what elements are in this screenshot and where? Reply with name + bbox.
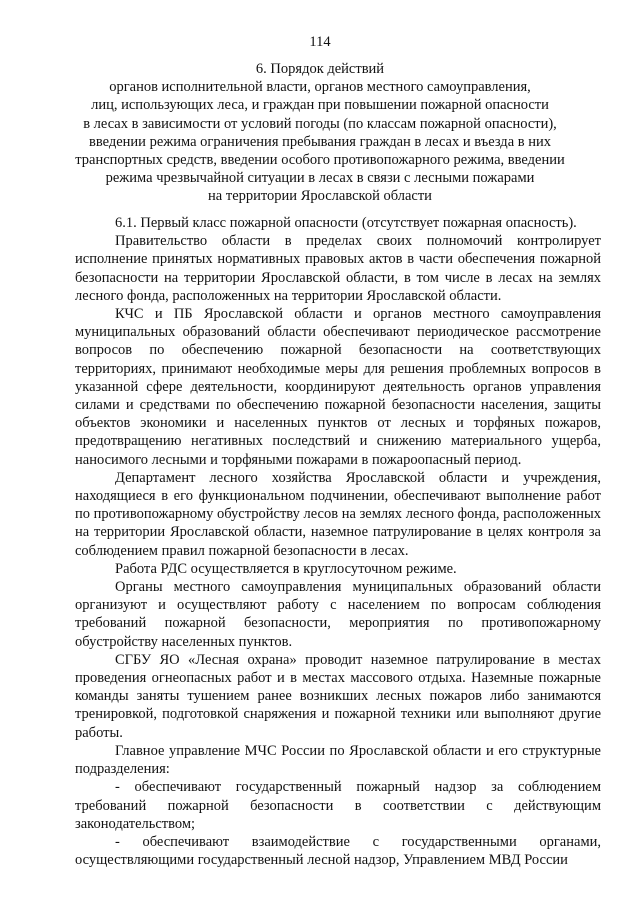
heading-line: транспортных средств, введении особого противопожарного режима, введении [75,152,565,169]
paragraph-kchs: КЧС и ПБ Ярославской области и органов местного самоуправления муниципальных образований области обеспечивают периодическое рассмотрение вопросов по обеспечению пожарной безопасности на соответствующих территориях, принимают необходимые меры для решения проблемных вопросов в указанной сфере деятельности, координируют деятельность органов управления силами и средствами по обеспечению пожарной безопасности населения, защиты объектов экономики и населенных пунктов от лесных и торфяных пожаров, предотвращению негативных последствий и снижению материального ущерба, наносимого лесными и торфяными пожарами в пожароопасный период. [75,306,601,468]
paragraph-rds: Работа РДС осуществляется в круглосуточном режиме. [115,560,457,577]
heading-line: 6. Порядок действий [255,61,385,77]
paragraph-mchs: Главное управление МЧС России по Ярославской области и его структурные подразделения: [75,742,601,778]
paragraph-first-class: 6.1. Первый класс пожарной опасности (отсутствует пожарная опасность). [115,215,577,231]
heading-line: на территории Ярославской области [208,188,432,205]
list-item-fire-supervision: - обеспечивают государственный пожарный надзор за соблюдением требований пожарной безопасности в соответствии с действующим законодательством; [75,779,601,832]
heading-line: введении режима ограничения пребывания граждан в лесах и въезда в них [89,133,551,150]
heading-line: в лесах в зависимости от условий погоды (по классам пожарной опасности), [83,115,557,132]
document-body [75,214,601,869]
paragraph-local-government: Органы местного самоуправления муниципальных образований области организуют и осуществляют работу с населением по вопросам соблюдения требований пожарной безопасности, мероприятия по противопожарному обустройству населенных пунктов. [75,579,601,650]
paragraph-forest-guard: СГБУ ЯО «Лесная охрана» проводит наземное патрулирование в местах проведения огнеопасных работ и в местах массового отдыха. Наземные пожарные команды заняты тушением ранее возникших лесных пожаров либо занимаются тренировкой, подготовкой снаряжения и пожарной техники или выполняют другие работы. [75,651,601,741]
list-item-interaction: - обеспечивают взаимодействие с государственными органами, осуществляющими государственный лесной надзор, Управлением МВД России [75,833,601,869]
heading-line: лиц, использующих леса, и граждан при повышении пожарной опасности [91,97,549,114]
heading-line: органов исполнительной власти, органов местного самоуправления, [109,79,531,96]
page-number: 114 [309,34,331,50]
section-heading [60,60,580,206]
heading-line: режима чрезвычайной ситуации в лесах в связи с лесными пожарами [105,170,535,187]
paragraph-government: Правительство области в пределах своих полномочий контролирует исполнение принятых нормативных правовых актов в части обеспечения пожарной безопасности на территории Ярославской области, в том числе в лесах на землях лесного фонда, расположенных на территории Ярославской области. [75,233,601,304]
paragraph-forestry-department: Департамент лесного хозяйства Ярославской области и учреждения, находящиеся в его функциональном подчинении, обеспечивают выполнение работ по противопожарному обустройству лесов на землях лесного фонда, расположенных на территории Ярославской области, наземное патрулирование в целях контроля за соблюдением правил пожарной безопасности в лесах. [75,469,601,559]
